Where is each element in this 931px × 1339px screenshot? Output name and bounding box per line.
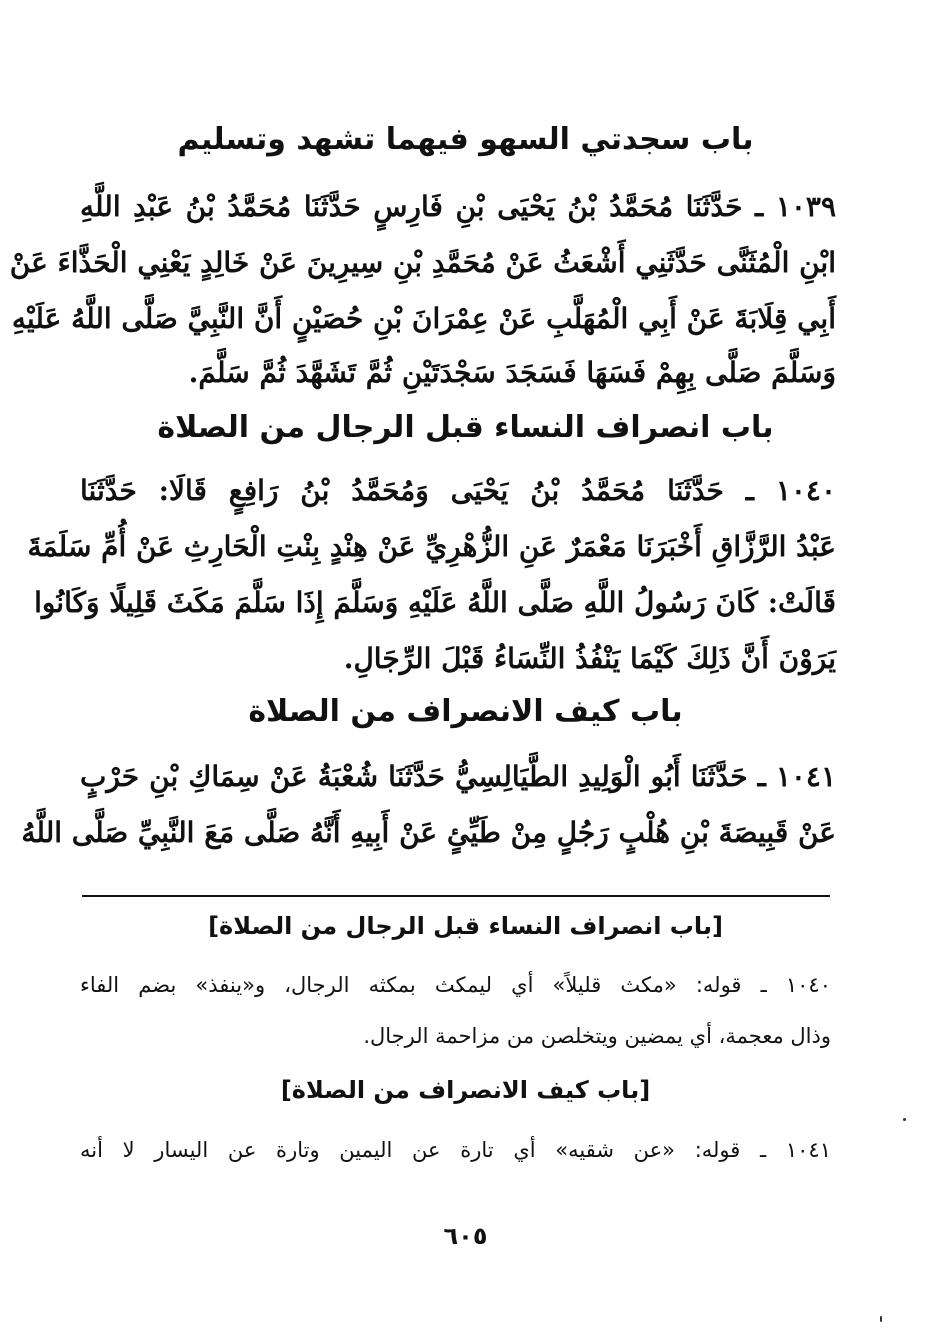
footnote-title-how-leaving: [باب كيف الانصراف من الصلاة] xyxy=(280,1076,651,1104)
scan-speck xyxy=(903,1118,906,1121)
hadith-1041-line-2: عَنْ قَبِيصَةَ بْنِ هُلْبٍ رَجُلٍ مِنْ طَيِّئٍ عَنْ أَبِيهِ أَنَّهُ صَلَّى مَعَ النَّبِيِّ صَلَّى اللَّهُ xyxy=(21,816,836,849)
hadith-1040-line-2: عَبْدُ الرَّزَّاقِ أَخْبَرَنَا مَعْمَرٌ عَنِ الزُّهْرِيِّ عَنْ هِنْدٍ بِنْتِ الْحَارِثِ عَنْ أُمِّ سَلَمَةَ xyxy=(27,530,836,563)
chapter-title-sahw: باب سجدتي السهو فيهما تشهد وتسليم xyxy=(177,122,754,157)
footnote-1041-line-1: ١٠٤١ ـ قوله: «عن شقيه» أي تارة عن اليمين وتارة عن اليسار لا أنه xyxy=(80,1138,831,1162)
footnote-1040-line-2: وذال معجمة، أي يمضين ويتخلصن من مزاحمة الرجال. xyxy=(363,1024,831,1048)
chapter-title-women-leaving: باب انصراف النساء قبل الرجال من الصلاة xyxy=(157,410,774,445)
hadith-1040-line-4: يَرَوْنَ أَنَّ ذَلِكَ كَيْمَا يَنْفُذُ النِّسَاءُ قَبْلَ الرِّجَالِ. xyxy=(343,642,836,675)
footnote-separator xyxy=(82,895,830,897)
scan-speck xyxy=(880,1316,882,1322)
hadith-1039-line-1: ١٠٣٩ ـ حَدَّثَنَا مُحَمَّدُ بْنُ يَحْيَى بْنِ فَارِسٍ حَدَّثَنَا مُحَمَّدُ بْنُ عَبْدِ اللَّهِ xyxy=(80,190,836,223)
hadith-1040-line-3: قَالَتْ: كَانَ رَسُولُ اللَّهِ صَلَّى اللَّهُ عَلَيْهِ وَسَلَّمَ إِذَا سَلَّمَ مَكَثَ قَلِيلًا وَكَانُوا xyxy=(34,586,836,619)
hadith-1039-line-4: وَسَلَّمَ صَلَّى بِهِمْ فَسَهَا فَسَجَدَ سَجْدَتَيْنِ ثُمَّ تَشَهَّدَ ثُمَّ سَلَّمَ. xyxy=(188,356,836,389)
hadith-1039-line-3: أَبِي قِلَابَةَ عَنْ أَبِي الْمُهَلَّبِ عَنْ عِمْرَانَ بْنِ حُصَيْنٍ أَنَّ النَّبِيَّ صَلَّى اللَّهُ عَلَيْهِ xyxy=(11,302,836,335)
footnote-1040-line-1: ١٠٤٠ ـ قوله: «مكث قليلاً» أي ليمكث بمكثه الرجال، و«ينفذ» بضم الفاء xyxy=(80,973,831,997)
footnote-title-women-leaving: [باب انصراف النساء قبل الرجال من الصلاة] xyxy=(208,912,723,940)
page-number: ٦٠٥ xyxy=(443,1222,488,1250)
hadith-1041-line-1: ١٠٤١ ـ حَدَّثَنَا أَبُو الْوَلِيدِ الطَّيَالِسِيُّ حَدَّثَنَا شُعْبَةُ عَنْ سِمَاكِ بْنِ حَرْبٍ xyxy=(80,760,836,793)
hadith-1039-line-2: ابْنِ الْمُثَنَّى حَدَّثَنِي أَشْعَثُ عَنْ مُحَمَّدِ بْنِ سِيرِينَ عَنْ خَالِدٍ يَعْنِي الْحَذَّاءَ عَنْ xyxy=(9,246,836,279)
hadith-1040-line-1: ١٠٤٠ ـ حَدَّثَنَا مُحَمَّدُ بْنُ يَحْيَى وَمُحَمَّدُ بْنُ رَافِعٍ قَالَا: حَدَّثَنَا xyxy=(80,474,836,507)
chapter-title-how-leaving: باب كيف الانصراف من الصلاة xyxy=(248,694,683,729)
